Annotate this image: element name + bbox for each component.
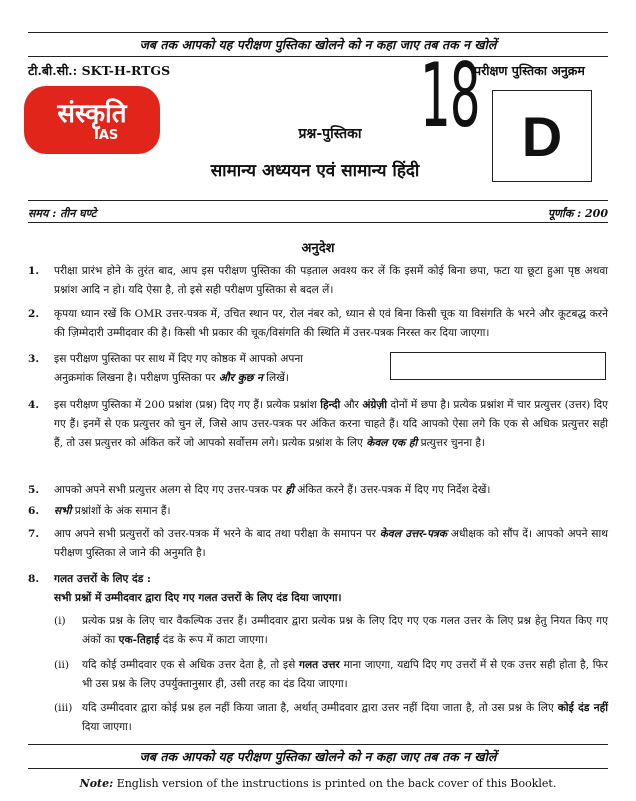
penalty-3: (iii) यदि उम्मीदवार द्वारा कोई प्रश्न हल नहीं किया जाता है, अर्थात् उम्मीदवार द्वारा उत्तर नहीं दिया जाता है, तो उस प्रश्न के लिए कोई दंड नहीं दिया जाएगा। [54,702,608,733]
note-text: English version of the instructions is printed on the back cover of this Booklet. [116,777,557,790]
logo-text: संस्कृति [57,99,127,129]
note-label: Note: [79,777,114,790]
max-marks: पूर्णांक : 200 [547,207,608,220]
code-value: SKT-H-RTGS [81,63,171,78]
set-letter-box: D [492,90,592,182]
bottom-banner: जब तक आपको यह परीक्षण पुस्तिका खोलने को न कहा जाए तब तक न खोलें [139,749,497,764]
penalty-1: (i) प्रत्येक प्रश्न के लिए चार वैकल्पिक उत्तर हैं। उम्मीदवार द्वारा प्रत्येक प्रश्न के लिए दिए गए एक गलत उत्तर के लिए प्रश्न हेतु नियत किए गए अंकों का एक-तिहाई दंड के रूप में काटा जाएगा। [54,615,608,646]
bottom-rule-2 [28,768,608,769]
instruction-3: 3. इस परीक्षण पुस्तिका पर साथ में दिए गए कोष्ठक में आपको अपना अनुक्रमांक लिखना है। परीक्षण पुस्तिका पर और कुछ न लिखें। [28,353,304,384]
instruction-6: 6. सभी प्रश्नांशों के अंक समान हैं। [28,505,171,517]
roll-number-box [390,352,606,380]
booklet-title: प्रश्न-पुस्तिका [298,126,362,142]
instruction-7: 7. आप अपने सभी प्रत्युत्तरों को उत्तर-पत्रक में भरने के बाद तथा परीक्षा के समापन पर केवल उत्तर-पत्रक अधीक्षक को सौंप दें। आपको अपने साथ परीक्षण पुस्तिका ले जाने की अनुमति है। [28,528,608,559]
penalty-2: (ii) यदि कोई उम्मीदवार एक से अधिक उत्तर देता है, तो इसे गलत उत्तर माना जाएगा, यद्यपि दिए गए उत्तरों में से एक उत्तर सही होता है, फिर भी उस प्रश्न के लिए उपर्युक्तानुसार ही, उसी तरह का दंड दिया जाएगा। [54,659,608,690]
english-note [0,777,636,790]
instruction-2: 2. कृपया ध्यान रखें कि OMR उत्तर-पत्रक में, उचित स्थान पर, रोल नंबर को, ध्यान से एवं बिना किसी चूक या विसंगति के भरने और कूटबद्ध करने की ज़िम्मेदारी उम्मीदवार की है। किसी भी प्रकार की चूक/विसंगति की स्थिति में उत्तर-पत्रक निरस्त कर दिया जाएगा। [28,308,608,339]
meta-rule [28,200,608,201]
booklet-code [28,62,170,79]
top-rule-2 [28,56,608,57]
sequence-number: 18 [420,44,480,147]
subject-title: सामान्य अध्ययन एवं सामान्य हिंदी [210,161,420,181]
instruction-1: 1. परीक्षा प्रारंभ होने के तुरंत बाद, आप इस परीक्षण पुस्तिका की पड़ताल अवश्य कर लें कि इसमें कोई बिना छपा, फटा या छूटा हुआ पृष्ठ अथवा प्रश्नांश आदि न हो। यदि ऐसा है, तो इसे सही परीक्षण पुस्तिका से बदल लें। [28,265,608,296]
meta-rule-2 [28,222,608,223]
instruction-8: 8. गलत उत्तरों के लिए दंड : सभी प्रश्नों में उम्मीदवार द्वारा दिए गए गलत उत्तरों के लिए दंड दिया जाएगा। [28,573,342,604]
instructions-heading: अनुदेश [301,241,335,256]
top-rule [28,32,608,33]
sequence-label: परीक्षण पुस्तिका अनुक्रम [474,63,585,78]
exam-time: समय : तीन घण्टे [28,207,97,220]
instruction-4: 4. इस परीक्षण पुस्तिका में 200 प्रश्नांश (प्रश्न) दिए गए हैं। प्रत्येक प्रश्नांश हिन्दी और अंग्रेज़ी दोनों में छपा है। प्रत्येक प्रश्नांश में चार प्रत्युत्तर (उत्तर) दिए गए हैं। इनमें से एक प्रत्युत्तर को चुन लें, जिसे आप उत्तर-पत्रक पर अंकित करना चाहते हैं। यदि आपको ऐसा लगे कि एक से अधिक प्रत्युत्तर सही हैं, तो उस प्रत्युत्तर को अंकित करें जो आपको सर्वोत्तम लगे। प्रत्येक प्रश्नांश के लिए केवल एक ही प्रत्युत्तर चुनना है। [28,399,608,449]
sanskriti-logo [24,86,160,154]
bottom-rule [28,744,608,745]
logo-sub: IAS [94,128,119,143]
top-banner: जब तक आपको यह परीक्षण पुस्तिका खोलने को न कहा जाए तब तक न खोलें [139,37,497,52]
code-label: टी.बी.सी.: [28,63,78,78]
instruction-5: 5. आपको अपने सभी प्रत्युत्तर अलग से दिए गए उत्तर-पत्रक पर ही अंकित करने हैं। उत्तर-पत्रक में दिए गए निर्देश देखें। [28,484,491,496]
